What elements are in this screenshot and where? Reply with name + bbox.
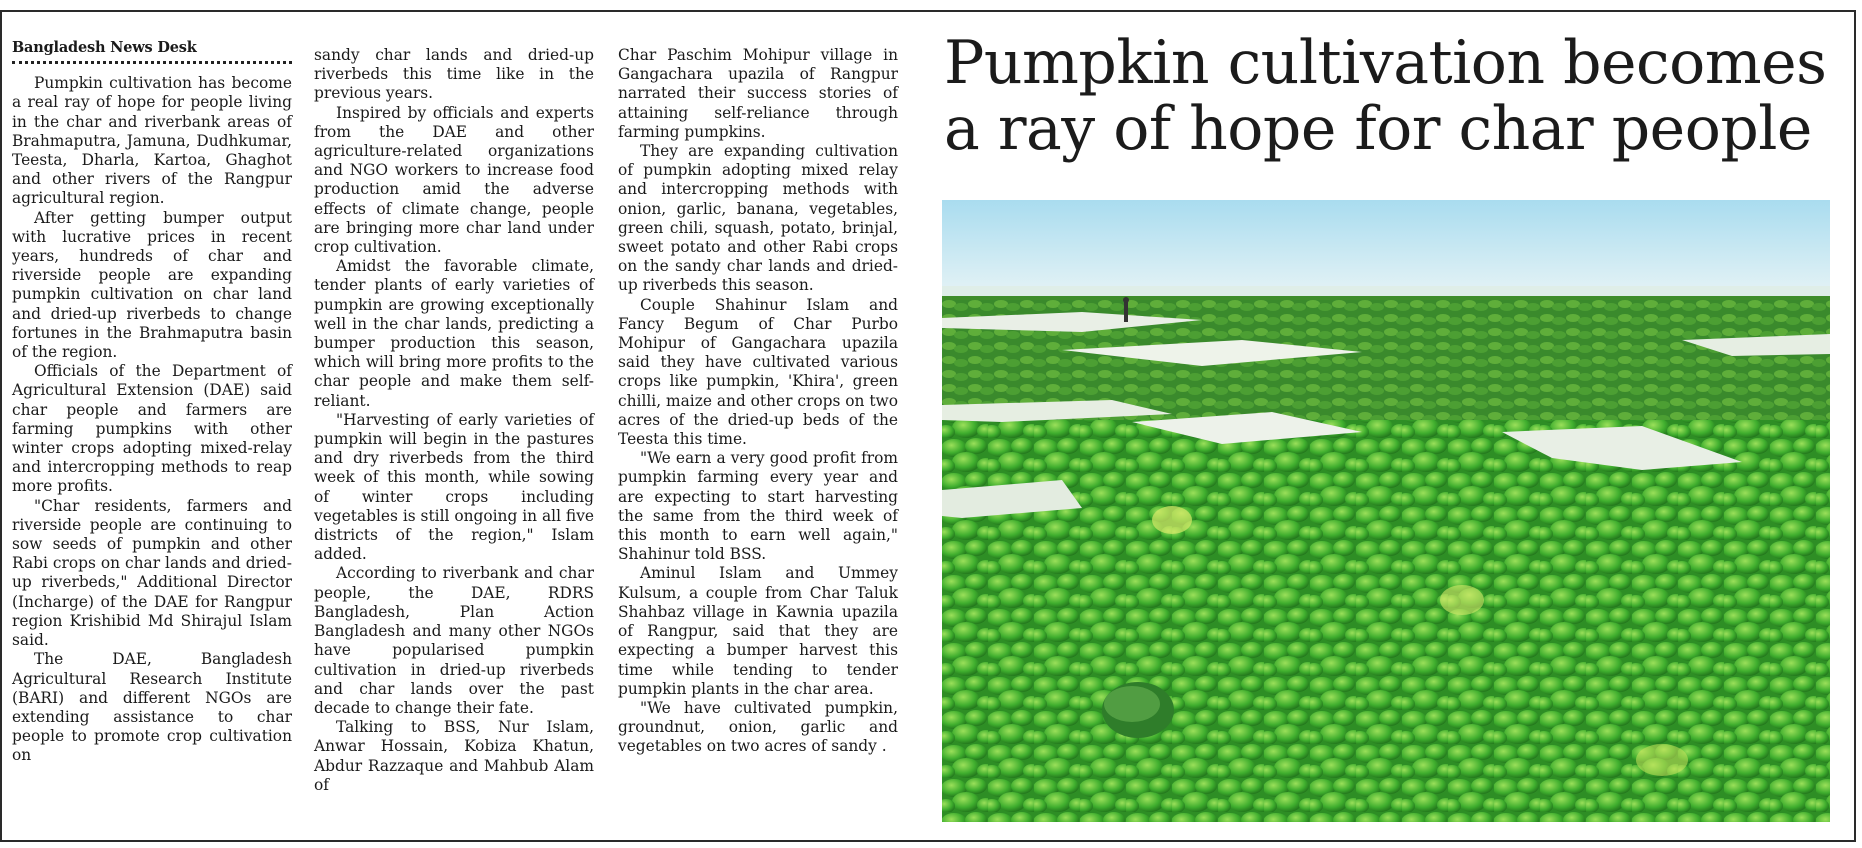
paragraph: Couple Shahinur Islam and Fancy Begum of Char Purbo Mohipur of Gangachara upazila said they have cultivated various crops like pumpkin, 'Khira', green chilli, maize and other crops on two acres of the dried-up beds of the Teesta this time. [618,295,898,449]
article-column-1 [12,38,292,766]
paragraph: "We earn a very good profit from pumpkin farming every year and are expecting to start harvesting the same from the third week of this month to earn well again," Shahinur told BSS. [618,449,898,564]
paragraph: Amidst the favorable climate, tender plants of early varieties of pumpkin are growing exceptionally well in the char lands, predicting a bumper production this season, which will bring more profits to the char people and make them self-reliant. [314,257,594,410]
paragraph: Pumpkin cultivation has become a real ray of hope for people living in the char and riverbank areas of Brahmaputra, Jamuna, Dudhkumar, Teesta, Dharla, Kartoa, Ghaghot and other rivers of the Rangpur agricultural region. [12,74,292,208]
paragraph: According to riverbank and char people, the DAE, RDRS Bangladesh, Plan Action Bangladesh and many other NGOs have popularised pumpkin cultivation in dried-up riverbeds and char lands over the past decade to change their fate. [314,564,594,717]
headline: Pumpkin cultivation becomes a ray of hope for char people [944,28,1827,164]
paragraph: "Char residents, farmers and riverside people are continuing to sow seeds of pumpkin and other Rabi crops on char lands and dried-up riverbeds," Additional Director (Incharge) of the DAE for Rangpur region Krishibid Md Shirajul Islam said. [12,496,292,650]
paragraph: Char Paschim Mohipur village in Gangachara upazila of Rangpur narrated their success stories of attaining self-reliance through farming pumpkins. [618,46,898,141]
paragraph: They are expanding cultivation of pumpkin adopting mixed relay and intercropping methods with onion, garlic, banana, vegetables, green chili, squash, potato, brinjal, sweet potato and other Rabi crops on the sandy char lands and dried-up riverbeds this season. [618,142,898,295]
article-column-3 [618,46,898,757]
paragraph: "Harvesting of early varieties of pumpkin will begin in the pastures and dry riverbeds from the third week of this month, while sowing of winter crops including vegetables is still ongoing in all five districts of the region," Islam added. [314,410,594,564]
paragraph: Officials of the Department of Agricultural Extension (DAE) said char people and farmers are farming pumpkins with other winter crops adopting mixed-relay and intercropping methods to reap more profits. [12,362,292,496]
paragraph: Talking to BSS, Nur Islam, Anwar Hossain, Kobiza Khatun, Abdur Razzaque and Mahbub Alam of [314,718,594,794]
news-desk-byline: Bangladesh News Desk [12,38,292,64]
paragraph: The DAE, Bangladesh Agricultural Research Institute (BARI) and different NGOs are extending assistance to char people to promote crop cultivation on [12,650,292,765]
paragraph: After getting bumper output with lucrative prices in recent years, hundreds of char and riverside people are expanding pumpkin cultivation on char land and dried-up riverbeds to change fortunes in the Brahmaputra basin of the region. [12,208,292,362]
article-column-2 [314,46,594,795]
paragraph: Inspired by officials and experts from the DAE and other agriculture-related organizations and NGO workers to increase food production amid the adverse effects of climate change, people are bringing more char land under crop cultivation. [314,103,594,257]
paragraph: sandy char lands and dried-up riverbeds this time like in the previous years. [314,46,594,103]
paragraph: Aminul Islam and Ummey Kulsum, a couple from Char Taluk Shahbaz village in Kawnia upazila of Rangpur, said that they are expecting a bumper harvest this time while tending to tender pumpkin plants in the char area. [618,564,898,698]
pumpkin-field-photo [942,200,1830,822]
photo-illustration [942,200,1830,822]
paragraph: "We have cultivated pumpkin, groundnut, onion, garlic and vegetables on two acres of sandy . [618,698,898,756]
